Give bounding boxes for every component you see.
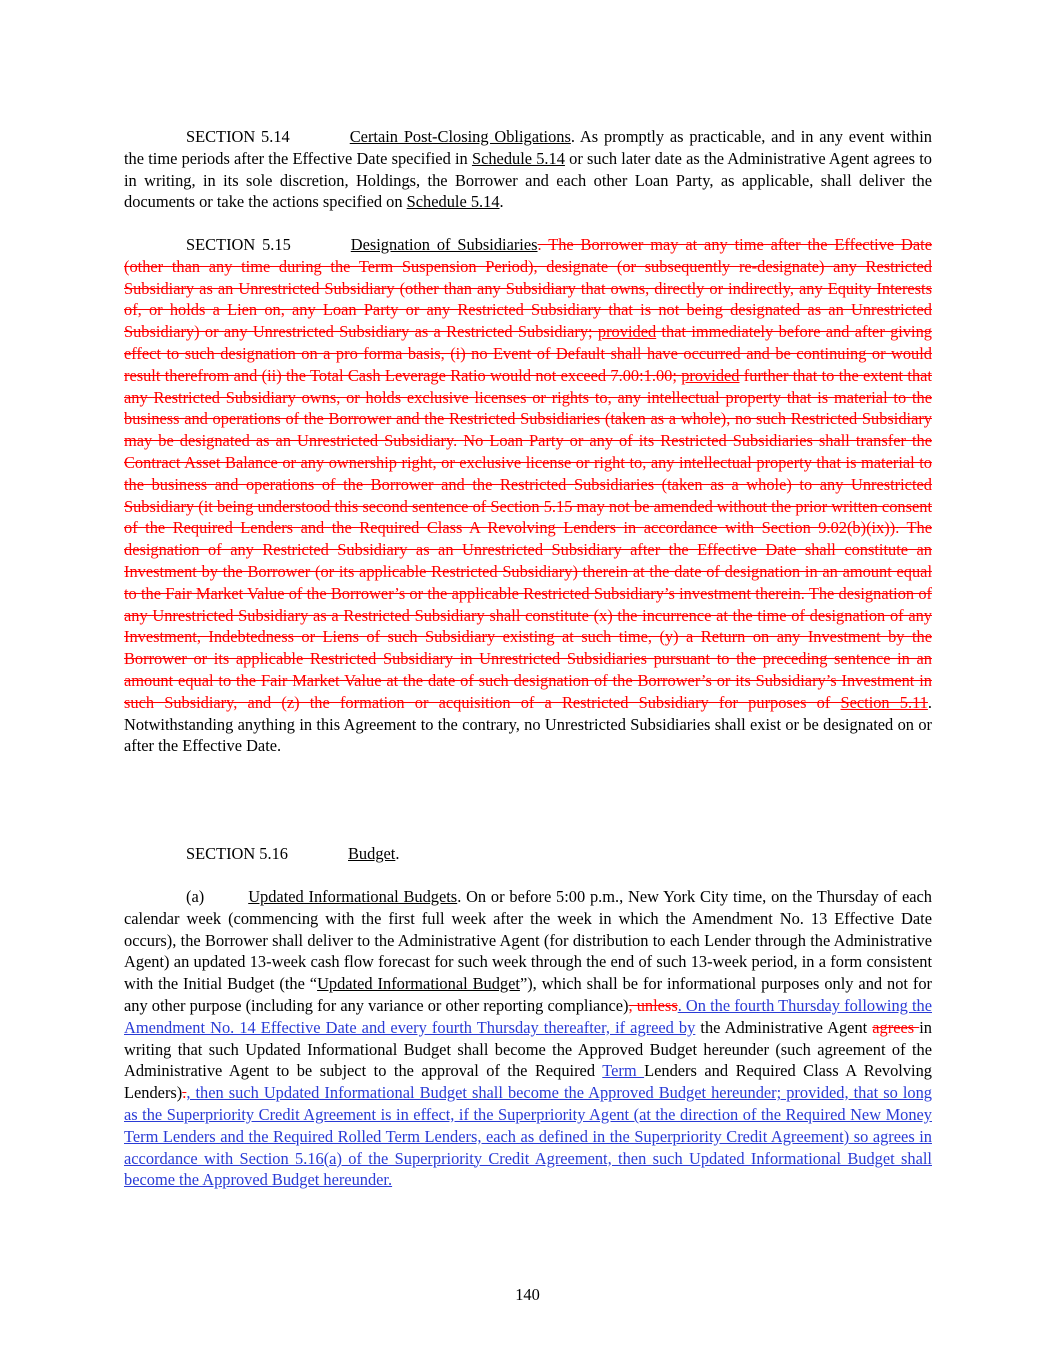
section-5-11-ref: Section 5.11 xyxy=(840,692,928,712)
schedule-5-14-ref: Schedule 5.14 xyxy=(471,148,565,168)
inserted-text: Term xyxy=(602,1061,645,1081)
inserted-text: . On the fourth Thursday following the Amendment No. 14 Effective Date and every fourth Thursday thereafter, if agreed by xyxy=(124,995,932,1037)
section-5-16-title: Budget xyxy=(348,844,396,863)
section-5-15-title: Designation of Subsidiaries xyxy=(350,235,538,254)
schedule-5-14-ref-2: Schedule 5.14 xyxy=(406,192,500,212)
section-5-16-a-paragraph: (a) Updated Informational Budgets. On or before 5:00 p.m., New York City time, on the Thursday of each calendar week (commencing with the first full week after the week in which the Amendment No. 13 Effective Date occurs), the Borrower shall deliver to the Administrative Agent (for distribution to each Lender through the Administrative Agent) an updated 13-week cash flow forecast for such week through the end of such 13-week period, in a form consistent with the Initial Budget (the “Updated Informational Budget”), which shall be for informational purposes only and not for any other purpose (including for any variance or other reporting compliance), unless. On the fourth Thursday following the Amendment No. 14 Effective Date and every fourth Thursday thereafter, if agreed by the Administrative Agent agrees in writing that such Updated Informational Budget shall become the Approved Budget hereunder (such agreement of the Administrative Agent to be subject to the approval of the Required Term Lenders and Required Class A Revolving Lenders)., then such Updated Informational Budget shall become the Approved Budget hereunder; provided, that so long as the Superpriority Credit Agreement is in effect, if the Superpriority Agent (at the direction of the Required New Money Term Lenders and the Required Rolled Term Lenders, each as defined in the Superpriority Credit Agreement) so agrees in accordance with Section 5.16(a) of the Superpriority Credit Agreement, then such Updated Informational Budget shall become the Approved Budget hereunder. xyxy=(124,887,933,1190)
section-5-14-number: SECTION 5.14 xyxy=(186,127,290,146)
clause-title: Updated Informational Budgets xyxy=(248,887,458,906)
section-5-16-heading: SECTION 5.16 Budget. xyxy=(186,844,400,863)
deleted-text: agrees xyxy=(872,1017,920,1037)
section-5-15-number: SECTION 5.15 xyxy=(186,235,291,254)
section-5-15-paragraph: SECTION 5.15 Designation of Subsidiaries. The Borrower may at any time after the Effective Date (other than any time during the Term Suspension Period), designate (or subsequently re-designate) any Restricted Subsidiary as an Unrestricted Subsidiary (other than any Subsidiary that owns, directly or indirectly, any Equity Interests of, or holds a Lien on, any Loan Party or any Restricted Subsidiary that is not being designated as an Unrestricted Subsidiary) or any Unrestricted Subsidiary as a Restricted Subsidiary; provided that immediately before and after giving effect to such designation on a pro forma basis, (i) no Event of Default shall have occurred and be continuing or would result therefrom and (ii) the Total Cash Leverage Ratio would not exceed 7.00:1.00; provided further that to the extent that any Restricted Subsidiary owns, or holds exclusive licenses or rights to, any intellectual property that is material to the business and operations of the Borrower and the Restricted Subsidiaries (taken as a whole), no such Restricted Subsidiary may be designated as an Unrestricted Subsidiary. No Loan Party or any of its Restricted Subsidiaries shall transfer the Contract Asset Balance or any ownership right, or exclusive license or right to, any intellectual property that is material to the business and operations of the Borrower and the Restricted Subsidiaries (taken as a whole) to any Unrestricted Subsidiary (it being understood this second sentence of Section 5.15 may not be amended without the prior written consent of the Required Lenders and the Required Class A Revolving Lenders in accordance with Section 9.02(b)(ix)). The designation of any Restricted Subsidiary as an Unrestricted Subsidiary after the Effective Date shall constitute an Investment by the Borrower (or its applicable Restricted Subsidiary) therein at the date of designation in an amount equal to the Fair Market Value of the Borrower’s or the applicable Restricted Subsidiary’s investment therein. The designation of any Unrestricted Subsidiary as a Restricted Subsidiary shall constitute (x) the incurrence at the time of designation of any Investment, Indebtedness or Liens of such Subsidiary existing at such time, (y) a Return on any Investment by the Borrower or its applicable Restricted Subsidiary in Unrestricted Subsidiaries pursuant to the preceding sentence in an amount equal to the Fair Market Value at the date of such designation of the Borrower’s or its Subsidiary’s Investment in such Subsidiary, and (z) the formation or acquisition of a Restricted Subsidiary for purposes of Section 5.11. Notwithstanding anything in this Agreement to the contrary, no Unrestricted Subsidiaries shall exist or be designated on or after the Effective Date. xyxy=(124,235,932,756)
section-5-14-paragraph: SECTION 5.14 Certain Post-Closing Obligations. As promptly as practicable, and in any event within the time periods after the Effective Date specified in Schedule 5.14 or such later date as the Administrative Agent agrees to in writing, in its sole discretion, Holdings, the Borrower and each other Loan Party, as applicable, shall deliver the documents or take the actions specified on Schedule 5.14. xyxy=(124,127,932,212)
defined-term: Updated Informational Budget xyxy=(317,974,520,994)
page-number: 140 xyxy=(515,1285,540,1304)
clause-label: (a) xyxy=(186,887,205,906)
section-5-14-title: Certain Post-Closing Obligations xyxy=(349,127,571,146)
deleted-text: , unless xyxy=(628,995,678,1015)
inserted-text: , then such Updated Informational Budget shall become the Approved Budget hereunder; provided, that so long as the Superpriority Credit Agreement is in effect, if the Superpriority Agent (at the direction of the Required New Money Term Lenders and the Required Rolled Term Lenders, each as defined in the Superpriority Credit Agreement) so agrees in accordance with Section 5.16(a) of the Superpriority Credit Agreement, then such Updated Informational Budget shall become the Approved Budget hereunder. xyxy=(124,1083,932,1190)
deleted-text: . The Borrower may at any time after the Effective Date (other than any time during the Term Suspension Period), designate (or subsequently re-designate) any Restricted Subsidiary as an Unrestricted Subsidiary (other than any Subsidiary that owns, directly or indirectly, any Equity Interests of, or holds a Lien on, any Loan Party or any Restricted Subsidiary that is not being designated as an Unrestricted Subsidiary) or any Unrestricted Subsidiary as a Restricted Subsidiary; provided that immediately before and after giving effect to such designation on a pro forma basis, (i) no Event of Default shall have occurred and be continuing or would result therefrom and (ii) the Total Cash Leverage Ratio would not exceed 7.00:1.00; provided further that to the extent that any Restricted Subsidiary owns, or holds exclusive licenses or rights to, any intellectual property that is material to the business and operations of the Borrower and the Restricted Subsidiaries (taken as a whole), no such Restricted Subsidiary may be designated as an Unrestricted Subsidiary. No Loan Party or any of its Restricted Subsidiaries shall transfer the Contract Asset Balance or any ownership right, or exclusive license or right to, any intellectual property that is material to the business and operations of the Borrower and the Restricted Subsidiaries (taken as a whole) to any Unrestricted Subsidiary (it being understood this second sentence of Section 5.15 may not be amended without the prior written consent of the Required Lenders and the Required Class A Revolving Lenders in accordance with Section 9.02(b)(ix)). The designation of any Restricted Subsidiary as an Unrestricted Subsidiary after the Effective Date shall constitute an Investment by the Borrower (or its applicable Restricted Subsidiary) therein at the date of designation in an amount equal to the Fair Market Value of the Borrower’s or the applicable Restricted Subsidiary’s investment therein. The designation of any Unrestricted Subsidiary as a Restricted Subsidiary shall constitute (x) the incurrence at the time of designation of any Investment, Indebtedness or Liens of such Subsidiary existing at such time, (y) a Return on any Investment by the Borrower or its applicable Restricted Subsidiary in Unrestricted Subsidiaries pursuant to the preceding sentence in an amount equal to the Fair Market Value at the date of such designation of the Borrower’s or its Subsidiary’s Investment in such Subsidiary, and (z) the formation or acquisition of a Restricted Subsidiary for purposes of Section 5.11 xyxy=(124,235,932,712)
deleted-text: . xyxy=(182,1083,187,1103)
section-5-16-number: SECTION 5.16 xyxy=(186,844,288,863)
